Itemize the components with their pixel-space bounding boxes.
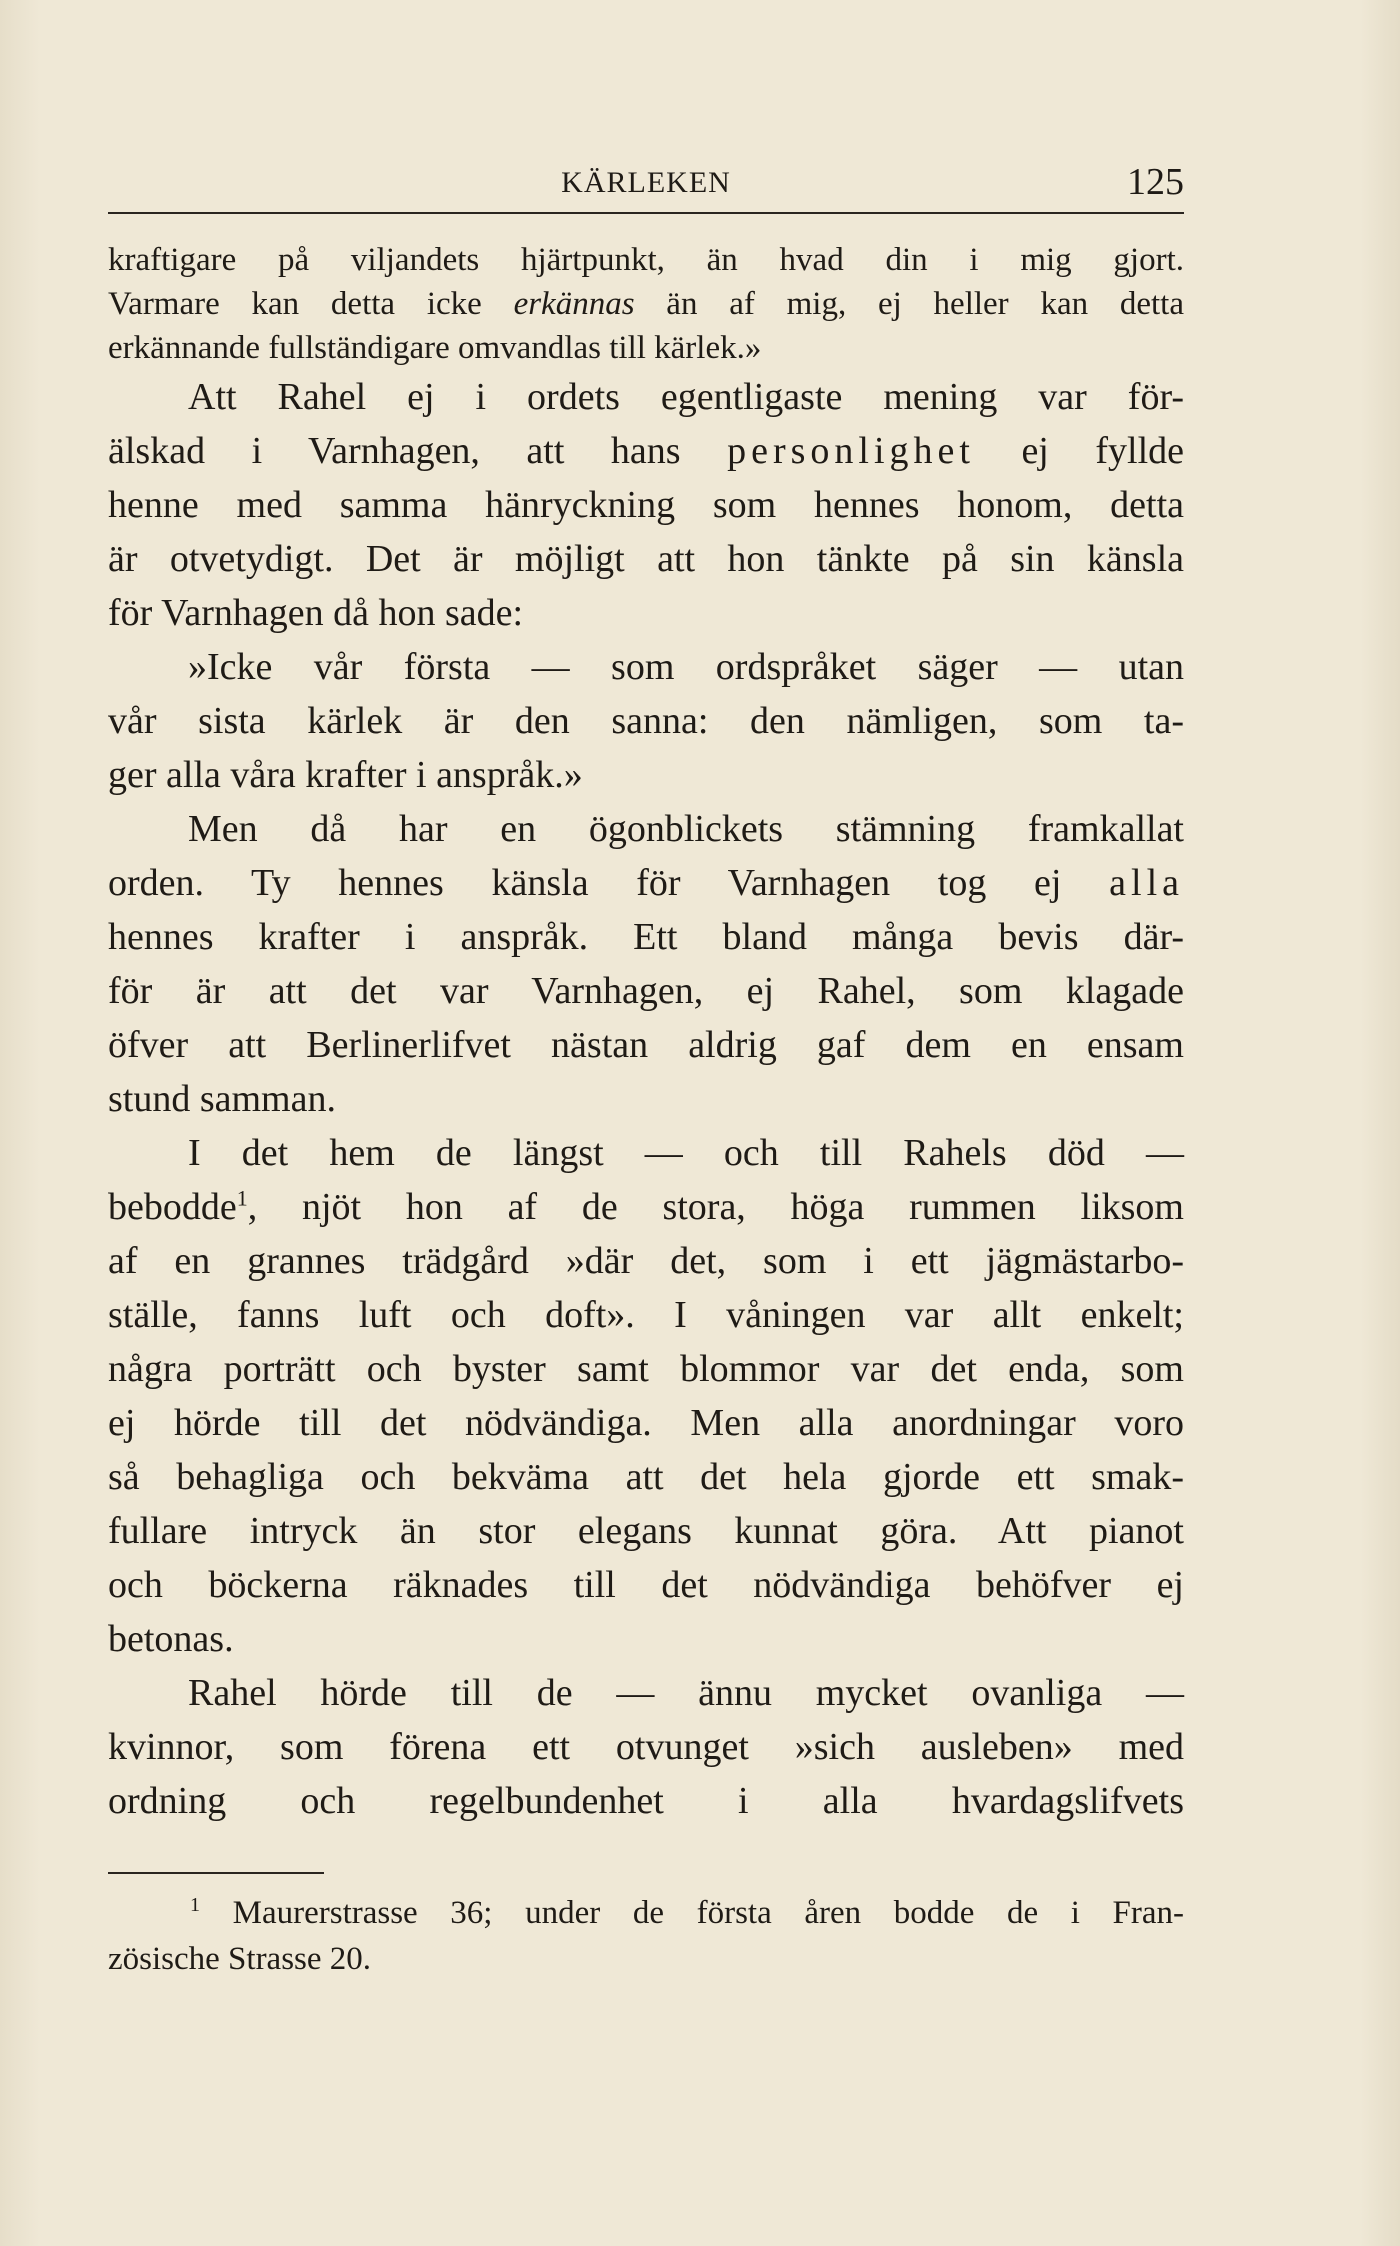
running-title: KÄRLEKEN <box>561 166 731 199</box>
body-text <box>108 238 1184 1828</box>
text-line: fullare intryck än stor elegans kunnat göra. Att pianot <box>108 1510 1184 1552</box>
text-line: och böckerna räknades till det nödvändiga behöfver ej <box>108 1564 1184 1606</box>
text-line: ställe, fanns luft och doft». I våningen var allt enkelt; <box>108 1294 1184 1336</box>
text-line: henne med samma hänryckning som hennes honom, detta <box>108 484 1184 526</box>
footnote-rule <box>108 1872 324 1874</box>
text-line: några porträtt och byster samt blommor var det enda, som <box>108 1348 1184 1390</box>
text-line: Varmare kan detta icke erkännas än af mig, ej heller kan detta <box>108 286 1184 322</box>
paragraph-start-line: Men då har en ögonblickets stämning framkallat <box>188 808 1184 850</box>
text-line: vår sista kärlek är den sanna: den nämligen, som ta- <box>108 700 1184 742</box>
header-rule <box>108 212 1184 214</box>
text-line: orden. Ty hennes känsla för Varnhagen tog ej alla <box>108 862 1184 904</box>
paragraph-start-line: »Icke vår första — som ordspråket säger — utan <box>188 646 1184 688</box>
text-line: ordning och regelbundenhet i alla hvardagslifvets <box>108 1780 1184 1822</box>
text-line: kvinnor, som förena ett otvunget »sich ausleben» med <box>108 1726 1184 1768</box>
spaced-word: personlighet <box>727 430 975 472</box>
page-header <box>108 160 1184 210</box>
page-number: 125 <box>1127 161 1184 203</box>
italic-word: erkännas <box>513 286 635 322</box>
text-line: är otvetydigt. Det är möjligt att hon tänkte på sin känsla <box>108 538 1184 580</box>
spaced-word: alla <box>1109 862 1184 904</box>
text-line: ej hörde till det nödvändiga. Men alla anordningar voro <box>108 1402 1184 1444</box>
text-line: så behagliga och bekväma att det hela gjorde ett smak- <box>108 1456 1184 1498</box>
text-line: bebodde$^1$, njöt hon af de stora, höga rummen liksom <box>108 1185 1184 1228</box>
footnote-reference: 1 <box>236 1185 248 1211</box>
paragraph-start-line: I det hem de längst — och till Rahels död — <box>188 1132 1184 1174</box>
text-line: erkännande fullständigare omvandlas till kärlek.» <box>108 330 762 366</box>
text-line: ger alla våra krafter i anspråk.» <box>108 754 583 796</box>
text-line: hennes krafter i anspråk. Ett bland många bevis där- <box>108 916 1184 958</box>
paragraph-start-line: Att Rahel ej i ordets egentligaste mening var för- <box>188 376 1184 418</box>
footnote-marker: 1 <box>190 1894 200 1916</box>
text-line: betonas. <box>108 1618 234 1660</box>
footnote-line: zösische Strasse 20. <box>108 1941 372 1977</box>
text-line: älskad i Varnhagen, att hans personlighet ej fyllde <box>108 430 1184 472</box>
text-line: för Varnhagen då hon sade: <box>108 592 524 634</box>
paragraph-start-line: Rahel hörde till de — ännu mycket ovanliga — <box>188 1672 1184 1714</box>
text-line: kraftigare på viljandets hjärtpunkt, än hvad din i mig gjort. <box>108 242 1184 278</box>
footnote <box>108 1890 1184 1982</box>
text-line: för är att det var Varnhagen, ej Rahel, som klagade <box>108 970 1184 1012</box>
footnote-line: $^1$ Maurerstrasse 36; under de första åren bodde de i Fran- <box>190 1894 1184 1931</box>
text-line: stund samman. <box>108 1078 336 1120</box>
text-line: öfver att Berlinerlifvet nästan aldrig gaf dem en ensam <box>108 1024 1184 1066</box>
text-line: af en grannes trädgård »där det, som i ett jägmästarbo- <box>108 1240 1184 1282</box>
